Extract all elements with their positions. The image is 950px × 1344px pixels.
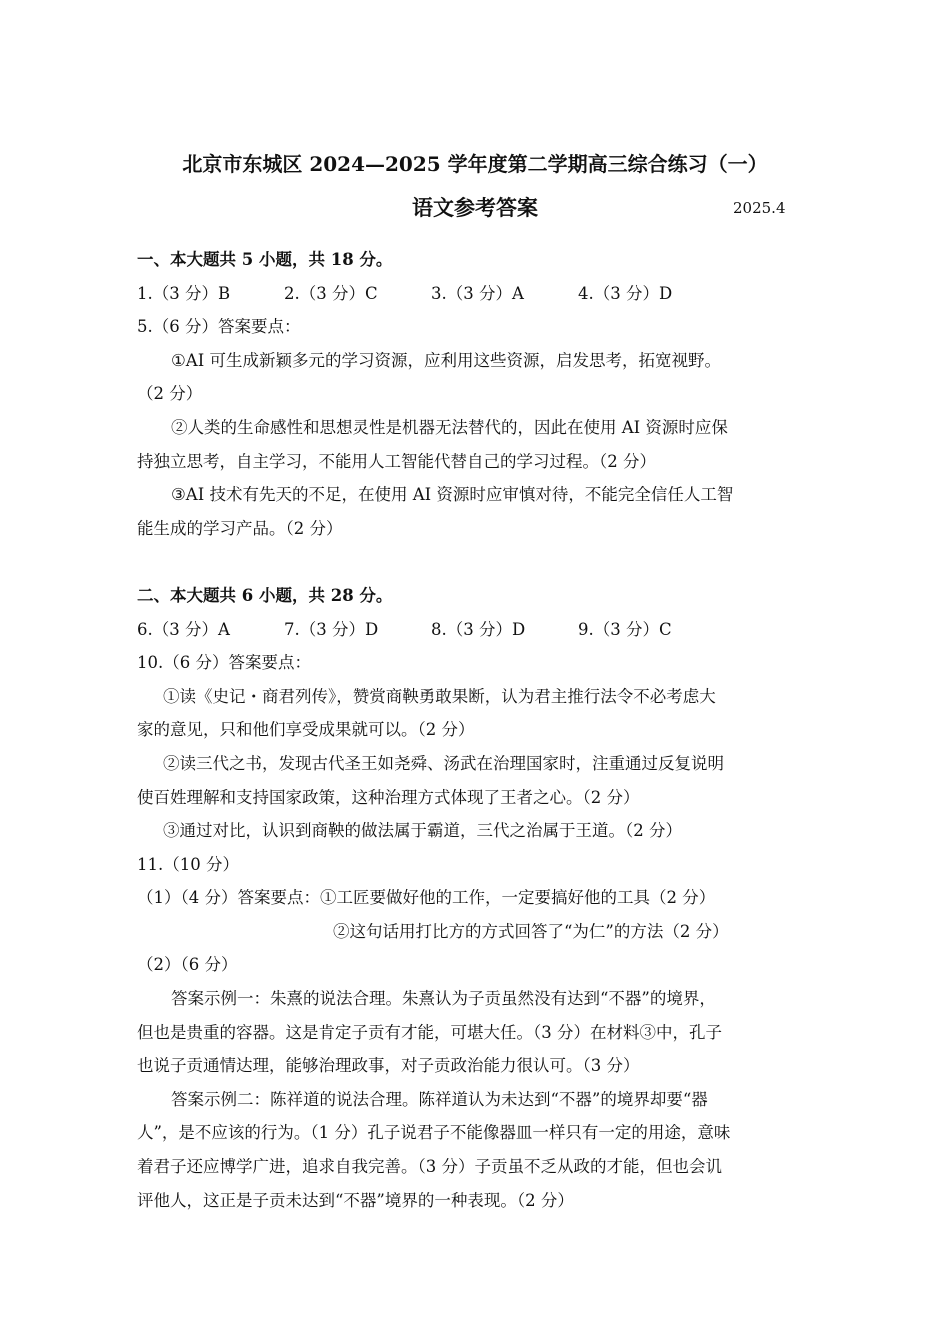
section2-answer-row	[137, 613, 817, 647]
example2-line3: 着君子还应博学广进，追求自我完善。（3 分）子贡虽不乏从政的才能，但也会讥	[137, 1157, 722, 1177]
example2-line1: 答案示例二：陈祥道的说法合理。陈祥道认为未达到“不器”的境界却要“器	[171, 1089, 708, 1109]
q10-point3: ③通过对比，认识到商鞅的做法属于霸道，三代之治属于王道。（2 分）	[163, 821, 682, 841]
q10-label: 10.（6 分）答案要点：	[137, 653, 311, 673]
q11-part1-line2: ②这句话用打比方的方式回答了“为仁”的方法（2 分）	[333, 921, 729, 941]
answer-q7: 7.（3 分）D	[284, 619, 379, 639]
section1-answer-row	[137, 277, 817, 311]
answer-q4: 4.（3 分）D	[578, 283, 673, 303]
q5-point3-line1: ③AI 技术有先天的不足，在使用 AI 资源时应审慎对待，不能完全信任人工智	[171, 485, 734, 505]
example2-line4: 评他人，这正是子贡未达到“不器”境界的一种表现。（2 分）	[137, 1190, 574, 1210]
q10-point1-line2: 家的意见，只和他们享受成果就可以。（2 分）	[137, 720, 475, 740]
answer-q6: 6.（3 分）A	[137, 619, 230, 639]
q5-point3-line2: 能生成的学习产品。（2 分）	[137, 518, 343, 538]
example2-line2: 人”，是不应该的行为。（1 分）孔子说君子不能像器皿一样只有一定的用途，意味	[137, 1123, 731, 1143]
answer-q2: 2.（3 分）C	[284, 283, 378, 303]
q10-point1-line1: ①读《史记・商君列传》，赞赏商鞅勇敢果断，认为君主推行法令不必考虑大	[163, 686, 716, 706]
q5-point1-line2: （2 分）	[137, 384, 203, 404]
answer-q9: 9.（3 分）C	[578, 619, 672, 639]
q10-point2-line2: 使百姓理解和支持国家政策，这种治理方式体现了王者之心。（2 分）	[137, 787, 640, 807]
example1-line3: 也说子贡通情达理，能够治理政事，对子贡政治能力很认可。（3 分）	[137, 1056, 640, 1076]
q5-point1-line1: ①AI 可生成新颖多元的学习资源，应利用这些资源，启发思考，拓宽视野。	[171, 350, 721, 370]
document-title: 北京市东城区 2024—2025 学年度第二学期高三综合练习（一）	[182, 152, 768, 176]
answer-q8: 8.（3 分）D	[431, 619, 526, 639]
answer-q3: 3.（3 分）A	[431, 283, 524, 303]
document-subtitle: 语文参考答案	[412, 195, 538, 220]
q5-label: 5.（6 分）答案要点：	[137, 317, 301, 337]
section-gap	[137, 545, 817, 579]
section1-heading: 一、本大题共 5 小题，共 18 分。	[137, 250, 393, 269]
q11-part2-label: （2）（6 分）	[137, 955, 238, 975]
document-date: 2025.4	[733, 199, 786, 217]
example1-line2: 但也是贵重的容器。这是肯定子贡有才能，可堪大任。（3 分）在材料③中，孔子	[137, 1022, 722, 1042]
section2-heading: 二、本大题共 6 小题，共 28 分。	[137, 585, 393, 605]
example1-line1: 答案示例一：朱熹的说法合理。朱熹认为子贡虽然没有达到“不器”的境界，	[171, 989, 716, 1009]
answer-q1: 1.（3 分）B	[137, 283, 231, 303]
q11-part1-line1: （1）（4 分）答案要点：①工匠要做好他的工作，一定要搞好他的工具（2 分）	[137, 888, 716, 908]
q11-label: 11.（10 分）	[137, 854, 239, 874]
q10-point2-line1: ②读三代之书，发现古代圣王如尧舜、汤武在治理国家时，注重通过反复说明	[163, 753, 724, 773]
document-body	[137, 243, 817, 1217]
q5-point2-line1: ②人类的生命感性和思想灵性是机器无法替代的，因此在使用 AI 资源时应保	[171, 417, 728, 437]
q5-point2-line2: 持独立思考，自主学习，不能用人工智能代替自己的学习过程。（2 分）	[137, 451, 656, 471]
